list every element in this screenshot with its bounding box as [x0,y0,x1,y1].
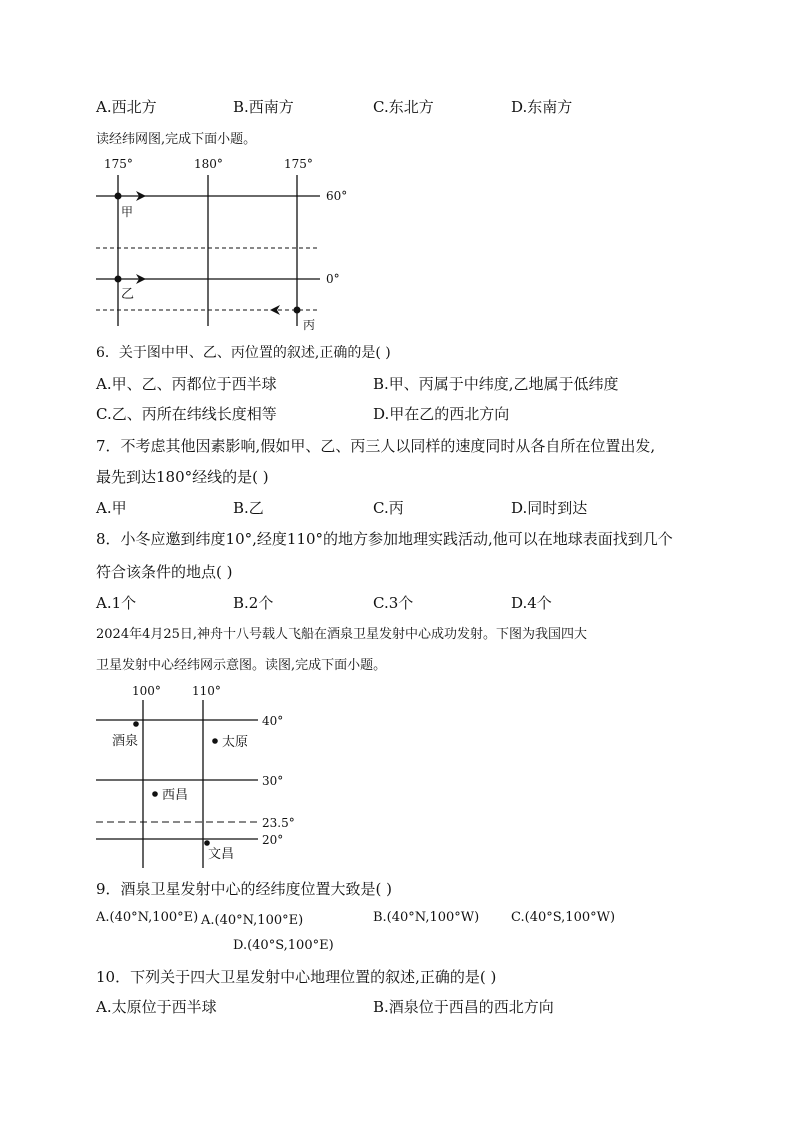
q9-option-a-duplicate: A.(40°N,100°E) [201,913,304,928]
xichang-label: 西昌 [162,788,189,803]
lat-label-equator: 0° [326,272,340,286]
intro-text-2-line1: 2024年4月25日,神舟十八号载人飞船在酒泉卫星发射中心成功发射。下图为我国四大 [96,627,588,642]
q6-option-b: B.甲、丙属于中纬度,乙地属于低纬度 [373,375,619,393]
taiyuan-marker [212,738,218,744]
lon-label-left: 175° [104,157,133,171]
q8-option-a: A.1个 [96,594,137,612]
q6-stem: 6．关于图中甲、乙、丙位置的叙述,正确的是( ) [96,345,391,361]
lat-label-40: 40° [262,714,284,728]
q7-option-b: B.乙 [233,499,264,517]
wenchang-label: 文昌 [208,847,235,862]
q9-option-c: C.(40°S,100°W) [511,910,616,925]
point-bing-marker [294,307,301,314]
intro-text-1: 读经纬网图,完成下面小题。 [96,132,257,147]
point-bing-label: 丙 [303,318,316,332]
q8-option-b: B.2个 [233,594,274,612]
q7-option-c: C.丙 [373,499,404,517]
q7-option-a: A.甲 [96,499,127,517]
q6-option-d: D.甲在乙的西北方向 [373,405,510,423]
q9-option-d: D.(40°S,100°E) [233,938,334,953]
graticule-figure-1 [0,0,794,340]
lat-label-23-5: 23.5° [262,816,295,830]
point-yi-marker [115,276,122,283]
q7-stem-line2: 最先到达180°经线的是( ) [96,468,269,486]
q8-option-c: C.3个 [373,594,414,612]
lon-label-110: 110° [192,684,221,698]
jiuquan-label: 酒泉 [112,734,139,749]
point-jia-marker [115,193,122,200]
q5-option-a: A.西北方 [96,98,157,116]
wenchang-marker [204,840,210,846]
xichang-marker [152,791,158,797]
q9-stem: 9．酒泉卫星发射中心的经纬度位置大致是( ) [96,880,393,898]
q8-option-d: D.4个 [511,594,552,612]
q10-option-a: A.太原位于西半球 [96,998,217,1016]
q5-option-d: D.东南方 [511,98,573,116]
q9-option-a: A.(40°N,100°E) [96,910,199,925]
q9-option-b: B.(40°N,100°W) [373,910,480,925]
lon-label-right: 175° [284,157,313,171]
q8-stem-line1: 8．小冬应邀到纬度10°,经度110°的地方参加地理实践活动,他可以在地球表面找到几个 [96,530,673,548]
q5-option-b: B.西南方 [233,98,294,116]
lon-label-mid: 180° [194,157,223,171]
lon-label-100: 100° [132,684,161,698]
lat-label-30: 30° [262,774,284,788]
q6-option-c: C.乙、丙所在纬线长度相等 [96,405,277,423]
point-jia-label: 甲 [121,205,134,219]
q8-stem-line2: 符合该条件的地点( ) [96,563,233,581]
point-yi-label: 乙 [121,287,135,302]
lat-label-top: 60° [326,189,348,203]
intro-text-2-line2: 卫星发射中心经纬网示意图。读图,完成下面小题。 [96,658,387,673]
q5-option-c: C.东北方 [373,98,434,116]
q10-stem: 10．下列关于四大卫星发射中心地理位置的叙述,正确的是( ) [96,968,497,986]
q7-option-d: D.同时到达 [511,499,588,517]
lat-label-20: 20° [262,833,284,847]
jiuquan-marker [133,721,139,727]
q6-option-a: A.甲、乙、丙都位于西半球 [96,375,277,393]
q7-stem-line1: 7．不考虑其他因素影响,假如甲、乙、丙三人以同样的速度同时从各自所在位置出发, [96,437,656,455]
taiyuan-label: 太原 [222,735,249,750]
q10-option-b: B.酒泉位于西昌的西北方向 [373,998,554,1016]
graticule-figure-2 [0,676,794,870]
